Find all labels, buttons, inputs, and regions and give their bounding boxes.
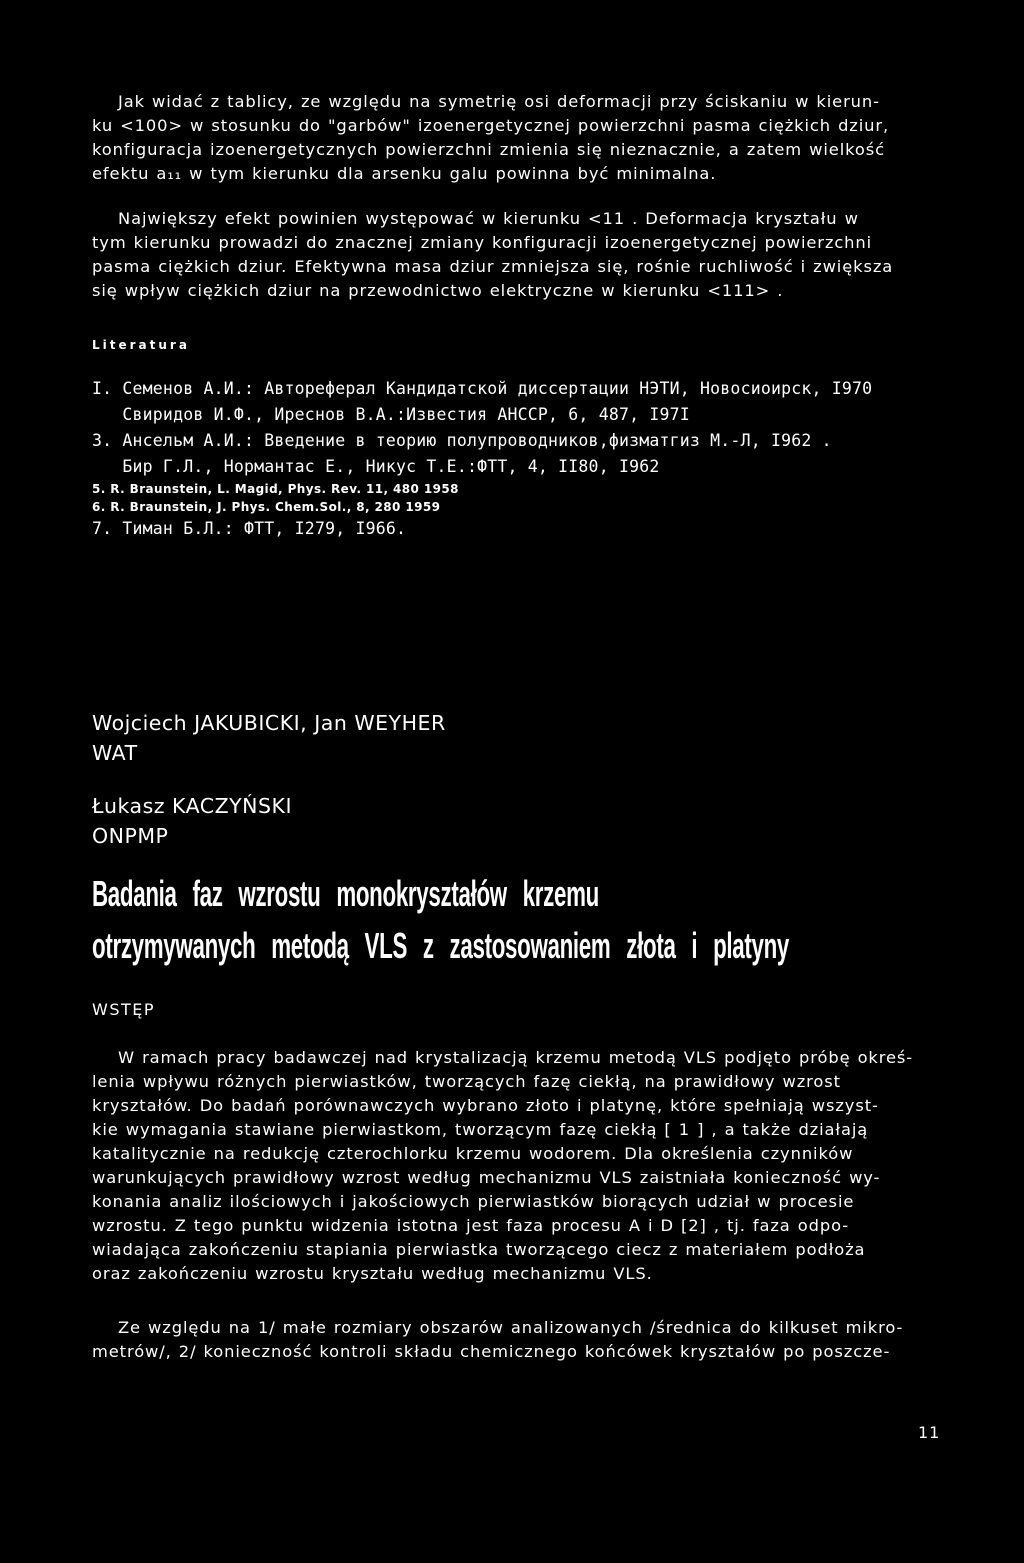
text-line: się wpływ ciężkich dziur na przewodnictwo elektryczne w kierunku <111> .	[92, 281, 784, 300]
text-line: wiadająca zakończeniu stapiania pierwiastka tworzącego ciecz z materiałem podłoża	[92, 1240, 866, 1259]
text-line: katalitycznie na redukcję czterochlorku krzemu wodorem. Dla określenia czynników	[92, 1144, 854, 1163]
text-line: Jak widać z tablicy, ze względu na symetrię osi deformacji przy ściskaniu w kierun-	[118, 92, 880, 111]
text-line: warunkujących prawidłowy wzrost według mechanizmu VLS zaistniała konieczność wy-	[92, 1168, 881, 1187]
page-number: 11	[918, 1423, 941, 1442]
intro-paragraph-2	[92, 207, 952, 303]
reference-list	[92, 376, 992, 542]
article-title-line: Badania faz wzrostu monokryształów krzemu	[92, 873, 599, 914]
text-line: konfiguracja izoenergetycznych powierzchni zmienia się nieznacznie, a zatem wielkość	[92, 140, 885, 159]
text-line: tym kierunku prowadzi do znacznej zmiany konfiguracji izoenergetycznej powierzchni	[92, 233, 873, 252]
body-paragraph-1	[92, 1046, 952, 1286]
reference-item: Бир Г.Л., Нормантас Е., Никус Т.Е.:ФТТ, 4, II80, I962	[92, 457, 660, 476]
text-line: W ramach pracy badawczej nad krystalizacją krzemu metodą VLS podjęto próbę okreś-	[118, 1048, 914, 1067]
text-line: Ze względu na 1/ małe rozmiary obszarów analizowanych /średnica do kilkuset mikro-	[118, 1318, 904, 1337]
reference-item: 7. Тиман Б.Л.: ФТТ, I279, I966.	[92, 519, 407, 538]
text-line: efektu a₁₁ w tym kierunku dla arsenku galu powinna być minimalna.	[92, 164, 717, 183]
author-block	[92, 708, 446, 851]
article-title-line: otrzymywanych metodą VLS z zastosowaniem złota i platyny	[92, 925, 790, 966]
text-line: konania analiz ilościowych i jakościowych pierwiastków biorących udział w procesie	[92, 1192, 855, 1211]
author-affiliation: ONPMP	[92, 824, 169, 848]
reference-item: I. Семенов А.И.: Автореферал Кандидатской диссертации НЭТИ, Новосиоирск, I970	[92, 379, 873, 398]
reference-item: Свиридов И.Ф., Иреснов В.А.:Известия АНССР, 6, 487, I97I	[92, 405, 690, 424]
article-title	[92, 868, 790, 972]
text-line: kie wymagania stawiane pierwiastkom, tworzącym fazę ciekłą [ 1 ] , a także działają	[92, 1120, 869, 1139]
intro-paragraph-1	[92, 90, 952, 186]
text-line: pasma ciężkich dziur. Efektywna masa dziur zmniejsza się, rośnie ruchliwość i zwiększa	[92, 257, 894, 276]
text-line: metrów/, 2/ konieczność kontroli składu chemicznego końcówek kryształów po poszcze-	[92, 1342, 891, 1361]
author-affiliation: WAT	[92, 741, 138, 765]
reference-item: 5. R. Braunstein, L. Magid, Phys. Rev. 11, 480 1958	[92, 482, 459, 496]
text-line: lenia wpływu różnych pierwiastków, tworzących fazę ciekłą, na prawidłowy wzrost	[92, 1072, 841, 1091]
section-heading: WSTĘP	[92, 1000, 156, 1019]
literature-heading: Literatura	[92, 338, 190, 352]
text-line: ku <100> w stosunku do "garbów" izoenergetycznej powierzchni pasma ciężkich dziur,	[92, 116, 890, 135]
reference-item: 3. Ансельм А.И.: Введение в теорию полупроводников,физматгиз М.-Л, I962 .	[92, 431, 832, 450]
author-names: Wojciech JAKUBICKI, Jan WEYHER	[92, 711, 446, 735]
author-names: Łukasz KACZYŃSKI	[92, 794, 293, 818]
text-line: wzrostu. Z tego punktu widzenia istotna jest faza procesu A i D [2] , tj. faza odpo-	[92, 1216, 850, 1235]
reference-item: 6. R. Braunstein, J. Phys. Chem.Sol., 8, 280 1959	[92, 500, 441, 514]
body-paragraph-2	[92, 1316, 952, 1364]
text-line: oraz zakończeniu wzrostu kryształu według mechanizmu VLS.	[92, 1264, 653, 1283]
text-line: kryształów. Do badań porównawczych wybrano złoto i platynę, które spełniają wszyst-	[92, 1096, 879, 1115]
text-line: Największy efekt powinien występować w kierunku <11 . Deformacja kryształu w	[118, 209, 859, 228]
